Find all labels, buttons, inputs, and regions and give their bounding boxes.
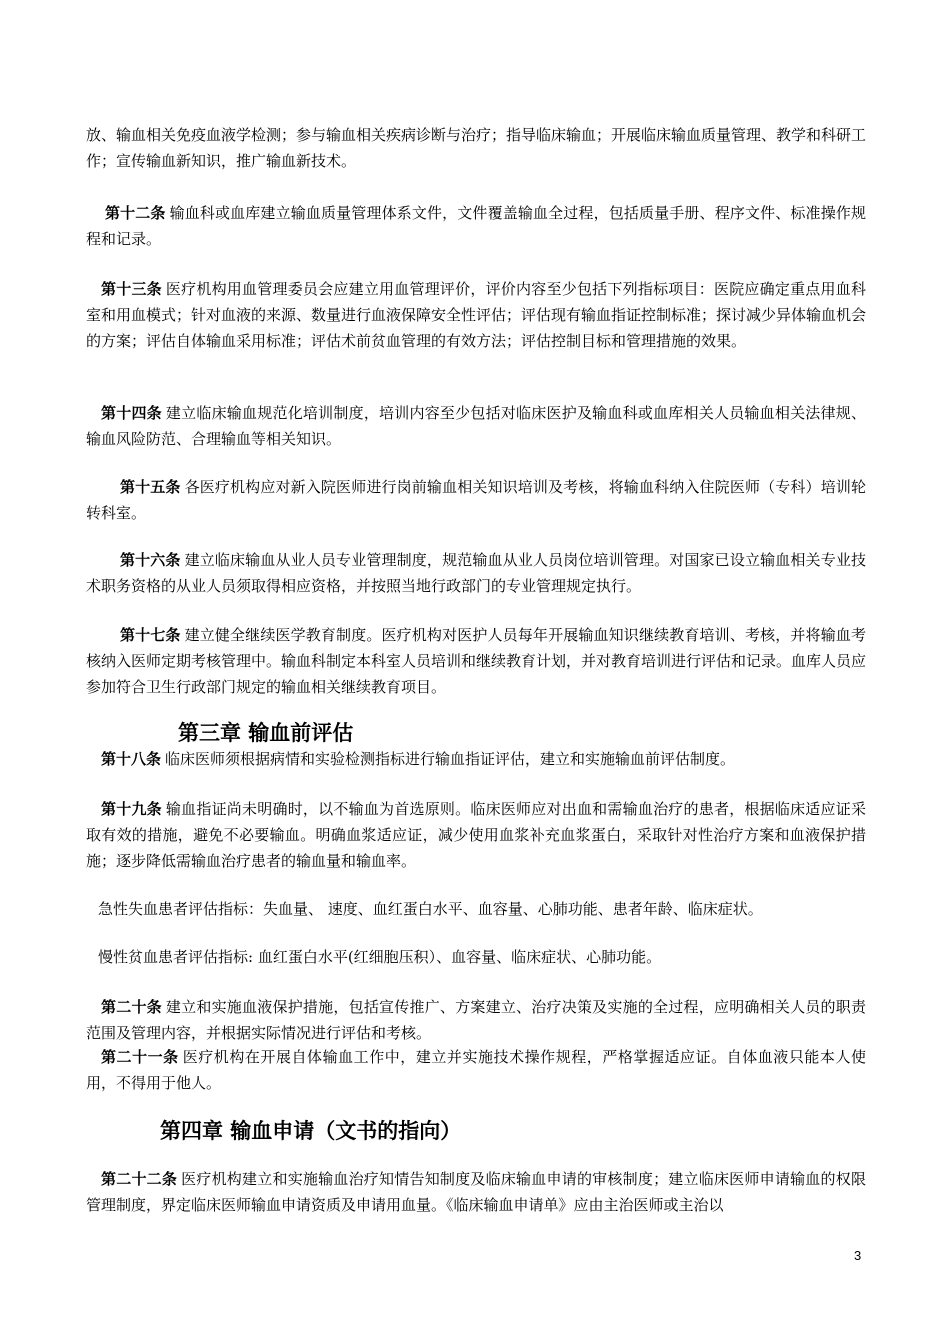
article-label: 第十五条 <box>120 478 181 496</box>
article-label: 第十七条 <box>120 626 181 644</box>
article-text: 医疗机构建立和实施输血治疗知情告知制度及临床输血申请的审核制度；建立临床医师申请输血的权限管理制度，界定临床医师输血申请资质及申请用血量。《临床输血申请单》应由主治医师或主治以 <box>86 1170 866 1214</box>
article-17 <box>86 622 866 700</box>
article-text: 医疗机构在开展自体输血工作中，建立并实施技术操作规程，严格掌握适应证。自体血液只能本人使用，不得用于他人。 <box>86 1048 866 1092</box>
article-text: 输血指证尚未明确时，以不输血为首选原则。临床医师应对出血和需输血治疗的患者，根据临床适应证采取有效的措施，避免不必要输血。明确血浆适应证，减少使用血浆补充血浆蛋白，采取针对性治疗方案和血液保护措施；逐步降低需输血治疗患者的输血量和输血率。 <box>86 800 866 870</box>
article-label: 第十九条 <box>101 800 162 818</box>
article-text: 临床医师须根据病情和实验检测指标进行输血指证评估，建立和实施输血前评估制度。 <box>165 750 736 768</box>
article-21 <box>86 1044 866 1096</box>
article-text: 输血科或血库建立输血质量管理体系文件，文件覆盖输血全过程，包括质量手册、程序文件、标准操作规程和记录。 <box>86 204 866 248</box>
article-text: 建立健全继续医学教育制度。医疗机构对医护人员每年开展输血知识继续教育培训、考核，并将输血考核纳入医师定期考核管理中。输血科制定本科室人员培训和继续教育计划，并对教育培训进行评估和记录。血库人员应参加符合卫生行政部门规定的输血相关继续教育项目。 <box>86 626 867 696</box>
article-19 <box>86 796 866 874</box>
article-22 <box>86 1166 866 1218</box>
article-label: 第十三条 <box>101 280 162 298</box>
chapter-heading: 第三章 输血前评估 <box>178 721 354 745</box>
article-text: 建立临床输血规范化培训制度，培训内容至少包括对临床医护及输血科或血库相关人员输血相关法律规、输血风险防范、合理输血等相关知识。 <box>86 404 866 448</box>
article-text: 各医疗机构应对新入院医师进行岗前输血相关知识培训及考核，将输血科纳入住院医师（专科）培训轮转科室。 <box>86 478 866 522</box>
acute-blood-loss-indicators <box>86 896 866 922</box>
article-label: 第二十一条 <box>101 1048 179 1066</box>
article-label: 第十八条 <box>101 750 162 768</box>
chapter-heading: 第四章 输血申请（文书的指向） <box>160 1119 462 1143</box>
paragraph-text: 放、输血相关免疫血液学检测；参与输血相关疾病诊断与治疗；指导临床输血；开展临床输血质量管理、教学和科研工作；宣传输血新知识，推广输血新技术。 <box>86 126 867 170</box>
page-number: 3 <box>854 1248 862 1263</box>
article-label: 第二十条 <box>101 998 162 1016</box>
article-label: 第十四条 <box>101 404 162 422</box>
chronic-anemia-indicators <box>86 944 866 970</box>
article-12 <box>86 200 866 252</box>
paragraph-continued <box>86 122 866 174</box>
article-label: 第十六条 <box>120 551 181 569</box>
article-text: 建立临床输血从业人员专业管理制度，规范输血从业人员岗位培训管理。对国家已设立输血相关专业技术职务资格的从业人员须取得相应资格，并按照当地行政部门的专业管理规定执行。 <box>86 551 866 595</box>
article-20 <box>86 994 866 1046</box>
paragraph-text: 急性失血患者评估指标：失血量、 速度、血红蛋白水平、血容量、心肺功能、患者年龄、临床症状。 <box>98 900 763 918</box>
article-18 <box>86 746 866 772</box>
article-text: 建立和实施血液保护措施，包括宣传推广、方案建立、治疗决策及实施的全过程，应明确相关人员的职责范围及管理内容，并根据实际情况进行评估和考核。 <box>86 998 866 1042</box>
paragraph-text: 慢性贫血患者评估指标: 血红蛋白水平(红细胞压积）、血容量、临床症状、心肺功能。 <box>98 948 662 966</box>
article-16 <box>86 547 866 599</box>
article-text: 医疗机构用血管理委员会应建立用血管理评价，评价内容至少包括下列指标项目：医院应确定重点用血科室和用血模式；针对血液的来源、数量进行血液保障安全性评估；评估现有输血指证控制标准；探讨减少异体输血机会的方案；评估自体输血采用标准；评估术前贫血管理的有效方法；评估控制目标和管理措施的效果。 <box>86 280 867 350</box>
article-13 <box>86 276 866 354</box>
article-15 <box>86 474 866 526</box>
article-14 <box>86 400 866 452</box>
article-label: 第十二条 <box>105 204 166 222</box>
article-label: 第二十二条 <box>101 1170 178 1188</box>
